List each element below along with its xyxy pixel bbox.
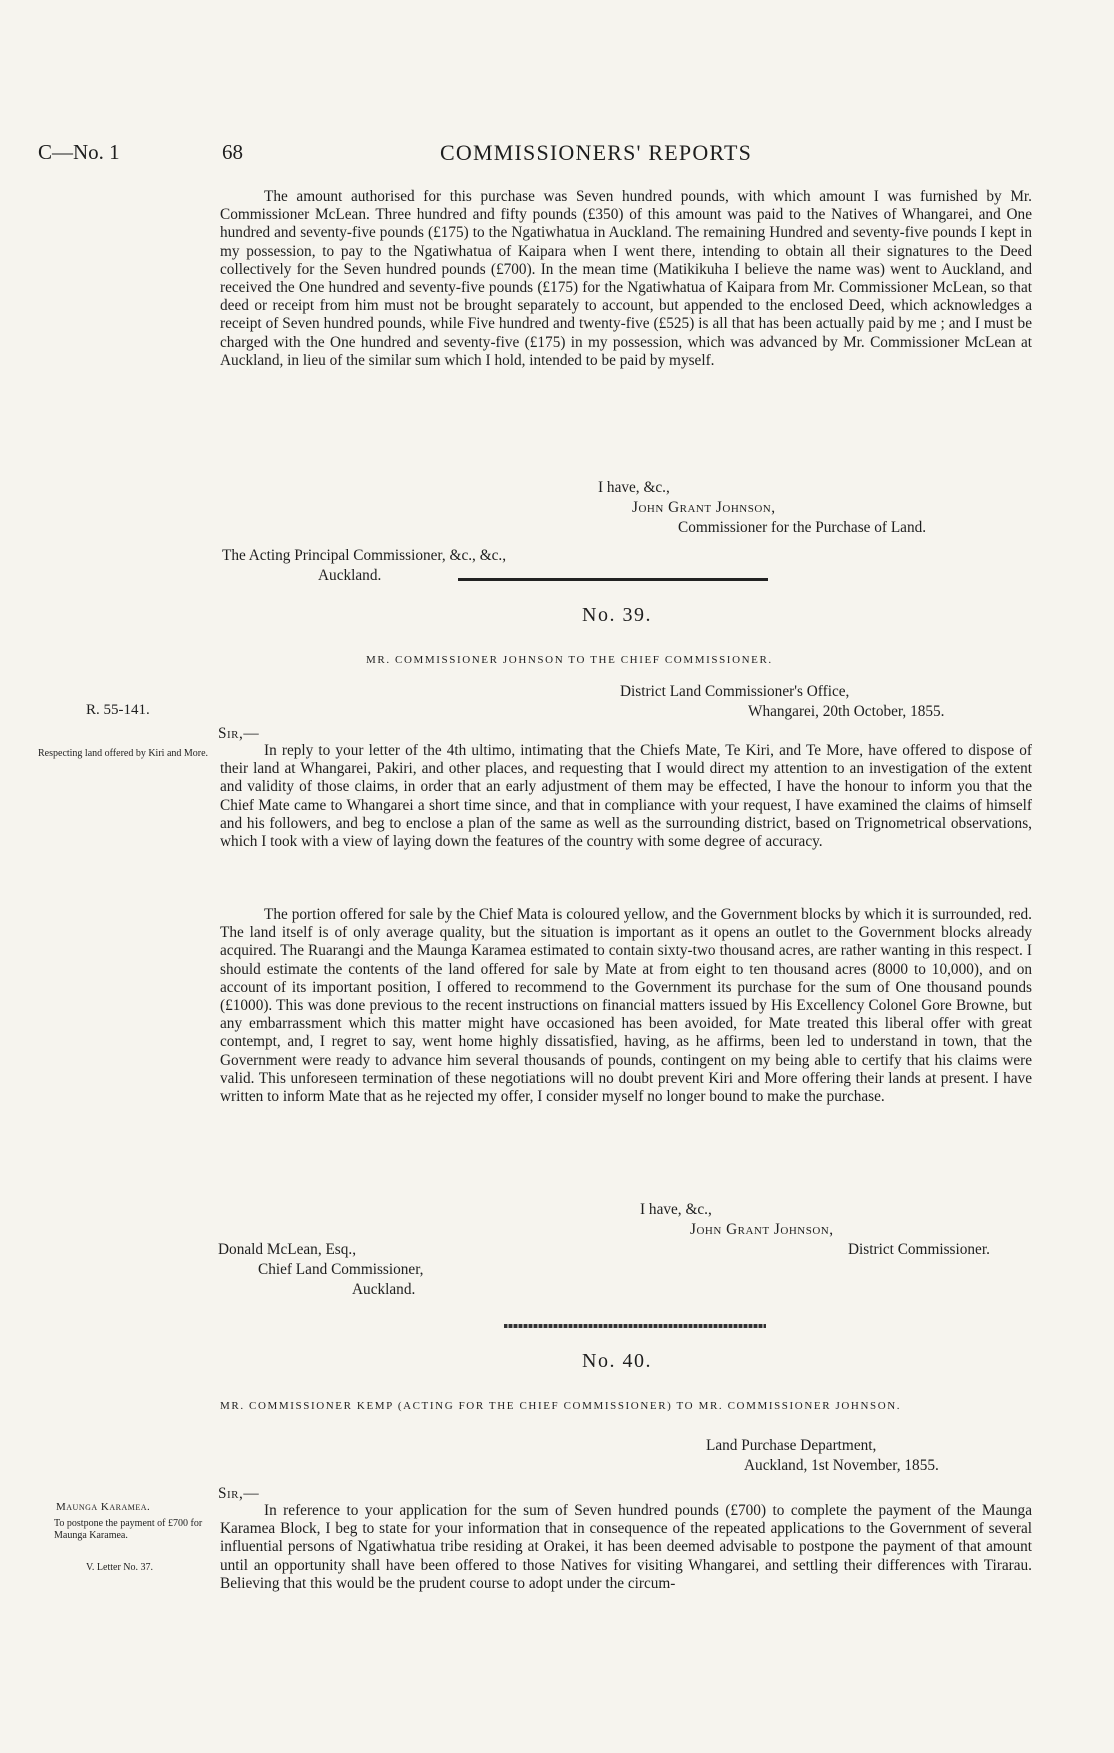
previous-letter-paragraph: The amount authorised for this purchase was Seven hundred pounds, with which amount I was furnished by Mr. Commissioner McLean. Three hundred and fifty pounds (£350) of this amount was paid to the Natives of Whangarei, and One hundred and seventy-five pounds (£175) to the Ngatiwhatua in Auckland. The remaining Hundred and seventy-five pounds I kept in my possession, to pay to the Ngatiwhatua of Kaipara when I went there, intending to obtain all their signatures to the Deed collectively for the Seven hundred pounds (£700). In the mean time (Matikikuha I believe the name was) went to Auckland, and received the One hundred and seventy-five pounds (£175) for the Ngatiwhatua of Kaipara from Mr. Commissioner McLean, so that deed or receipt from him must not be brought separately to account, but appended to the enclosed Deed, which acknowledges a receipt of Seven hundred pounds, while Five hundred and twenty-five (£525) is all that has been actually paid by me ; and I must be charged with the One hundred and seventy-five (£175) in my possession, which was advanced by Mr. Commissioner McLean at Auckland, in lieu of the similar sum which I hold, intended to be paid by myself.: [220, 188, 1032, 369]
letter-place-date: Whangarei, 20th October, 1855.: [748, 703, 945, 720]
letter-salutation: Sir,—: [218, 725, 260, 742]
document-reference: C—No. 1: [38, 140, 120, 164]
addressee-line3: Auckland.: [352, 1281, 416, 1298]
letter-caption: MR. COMMISSIONER JOHNSON TO THE CHIEF COMMISSIONER.: [366, 654, 773, 666]
letter-caption: MR. COMMISSIONER KEMP (ACTING FOR THE CHIEF COMMISSIONER) TO MR. COMMISSIONER JOHNSON.: [220, 1400, 902, 1412]
addressee-line2: Chief Land Commissioner,: [258, 1261, 424, 1278]
page-title: COMMISSIONERS' REPORTS: [440, 140, 753, 165]
letter-signature-title: District Commissioner.: [848, 1241, 990, 1258]
letter-closing: I have, &c.,: [640, 1201, 712, 1218]
margin-heading: Maunga Karamea.: [56, 1501, 151, 1513]
previous-letter-addressee-line1: The Acting Principal Commissioner, &c., &c.,: [222, 547, 507, 564]
previous-letter-signature-title: Commissioner for the Purchase of Land.: [678, 519, 927, 536]
letter-signature: John Grant Johnson,: [690, 1221, 834, 1238]
page-number: 68: [222, 140, 243, 164]
margin-note: To postpone the payment of £700 for Maunga Karamea.: [54, 1518, 203, 1541]
section-divider: [458, 578, 768, 581]
margin-note: Respecting land offered by Kiri and More.: [38, 748, 209, 759]
letter-office: District Land Commissioner's Office,: [620, 683, 850, 700]
previous-letter-signature: John Grant Johnson,: [632, 499, 776, 516]
letter-paragraph: In reply to your letter of the 4th ultimo, intimating that the Chiefs Mate, Te Kiri, and Te More, have offered to dispose of their land at Whangarei, Pakiri, and other places, and requesting that I would direct my attention to an investigation of the extent and validity of those claims, in order that an early adjustment of them may be effected, I have the honour to inform you that the Chief Mate came to Whangarei a short time since, and that in compliance with your request, I have examined the claims of himself and his followers, and beg to enclose a plan of the same as well as the surrounding district, based on Trignometrical observations, which I took with a view of laying down the features of the country with some degree of accuracy.: [220, 742, 1032, 851]
margin-reference: V. Letter No. 37.: [86, 1562, 154, 1573]
letter-salutation: Sir,—: [218, 1485, 260, 1502]
letter-paragraph: The portion offered for sale by the Chief Mata is coloured yellow, and the Government blocks by which it is surrounded, red. The land itself is of only average quality, but the situation is important as it opens an outlet to the Government blocks already acquired. The Ruarangi and the Maunga Karamea estimated to contain sixty-two thousand acres, are rather wanting in this respect. I should estimate the contents of the land offered for sale by Mate at from eight to ten thousand acres (8000 to 10,000), and on account of its important position, I offered to recommend to the Government its purchase for the sum of One thousand pounds (£1000). This was done previous to the recent instructions on financial matters issued by His Excellency Colonel Gore Browne, but any embarrassment which this matter might have occasioned has been avoided, for Mate treated this liberal offer with great contempt, and, I regret to say, went home highly dissatisfied, having, as he affirms, been led to understand in town, that the Government were ready to advance him several thousands of pounds, contingent on my being able to certify that his claims were valid. This unforeseen termination of these negotiations will no doubt prevent Kiri and More offering their lands at present. I have written to inform Mate that as he rejected my offer, I consider myself no longer bound to make the purchase.: [220, 906, 1032, 1106]
section-divider: [504, 1324, 766, 1328]
addressee-line1: Donald McLean, Esq.,: [218, 1241, 357, 1258]
previous-letter-addressee-line2: Auckland.: [318, 567, 382, 584]
previous-letter-closing: I have, &c.,: [598, 479, 670, 496]
margin-reference: R. 55-141.: [86, 702, 150, 718]
letter-number: No. 40.: [582, 1350, 652, 1372]
letter-paragraph: In reference to your application for the sum of Seven hundred pounds (£700) to complete the payment of the Maunga Karamea Block, I beg to state for your information that in consequence of the repeated applications to the Government of several influential persons of Ngatiwhatua tribe residing at Orakei, it has been deemed advisable to postpone the payment of that amount until an opportunity shall have been offered to those Natives for visiting Whangarei, and settling their differences with Tirarau. Believing that this would be the prudent course to adopt under the circum-: [220, 1502, 1032, 1592]
letter-place-date: Auckland, 1st November, 1855.: [744, 1457, 939, 1474]
letter-number: No. 39.: [582, 604, 652, 626]
letter-office: Land Purchase Department,: [706, 1437, 877, 1454]
